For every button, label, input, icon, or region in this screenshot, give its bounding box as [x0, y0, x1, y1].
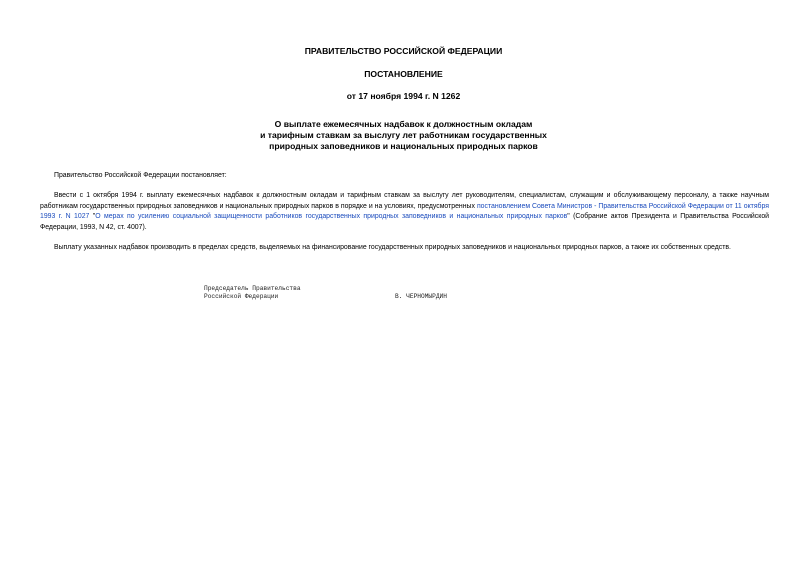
date-number-heading: от 17 ноября 1994 г. N 1262	[346, 91, 461, 101]
paragraph-text: " (Собрание актов Президента и Правительства Российской Федерации, 1993, N 42, ст. 4007).	[40, 213, 769, 231]
decree-reference-link[interactable]: постановлением Совета Министров - Правительства Российской Федерации от 11 октября 1993 г. N 1027	[40, 202, 769, 221]
issuer-heading: ПРАВИТЕЛЬСТВО РОССИЙСКОЙ ФЕДЕРАЦИИ	[304, 46, 503, 56]
signatory-position-line1: Председатель Правительства	[204, 285, 301, 292]
document-title	[0, 119, 807, 152]
funding-paragraph: Выплату указанных надбавок производить в пределах средств, выделяемых на финансирование государственных природных заповедников и национальных природных парков, а также их собственных средств.	[54, 244, 731, 251]
title-line: природных заповедников и национальных природных парков	[269, 141, 538, 151]
signatory-name: В. ЧЕРНОМЫРДИН	[395, 293, 447, 300]
title-line: и тарифным ставкам за выслугу лет работникам государственных	[260, 130, 547, 140]
intro-paragraph: Правительство Российской Федерации постановляет:	[54, 172, 227, 179]
document-type-heading: ПОСТАНОВЛЕНИЕ	[364, 69, 443, 79]
main-paragraph	[40, 191, 769, 233]
signatory-position-line2: Российской Федерации	[204, 293, 279, 300]
paragraph-text: "	[89, 213, 96, 221]
paragraph-text: Ввести с 1 октября 1994 г. выплату ежемесячных надбавок к должностным окладам и тарифным ставкам за выслугу лет руководителям, специалистам, служащим и обслуживающему персоналу, а также научным работникам государственных природных заповедников и национальных природных парков в порядке и на условиях, предусмотренных	[40, 192, 769, 210]
decree-title-link[interactable]: О мерах по усилению социальной защищенности работников государственных природных заповедников и национальных природных парков	[95, 213, 568, 221]
title-line: О выплате ежемесячных надбавок к должностным окладам	[274, 119, 533, 129]
